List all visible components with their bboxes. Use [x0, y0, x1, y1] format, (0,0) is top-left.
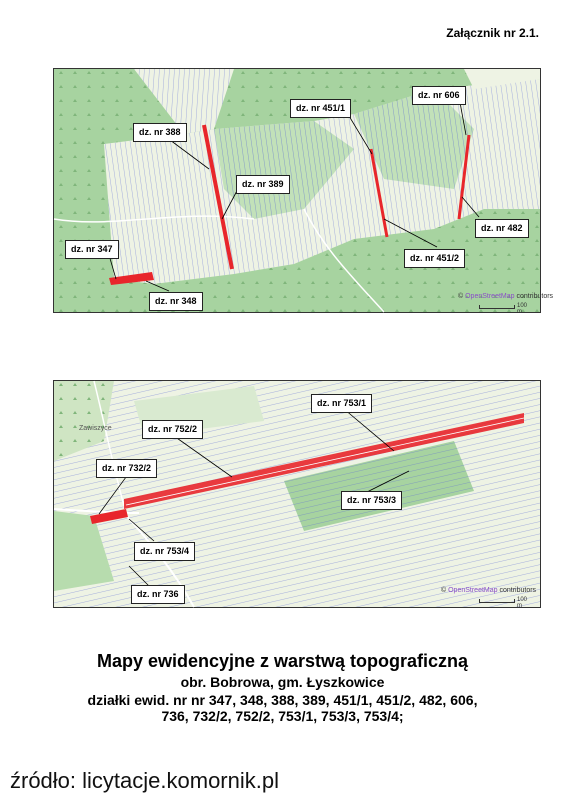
caption-precinct: obr. Bobrowa, gm. Łyszkowice [180, 674, 385, 690]
map-2[interactable]: dz. nr 753/1 dz. nr 752/2 dz. nr 732/2 dz. nr 753/3 dz. nr 753/4 dz. nr 736 Zawiszyce © OpenStreetMap contributors 100 m [53, 380, 541, 608]
label-parcel-736: dz. nr 736 [131, 585, 185, 604]
caption-title: Mapy ewidencyjne z warstwą topograficzną [96, 651, 469, 671]
map-2-canvas [54, 381, 540, 607]
label-parcel-482: dz. nr 482 [475, 219, 529, 238]
label-parcel-347: dz. nr 347 [65, 240, 119, 259]
label-parcel-451-2: dz. nr 451/2 [404, 249, 465, 268]
label-parcel-451-1: dz. nr 451/1 [290, 99, 351, 118]
label-parcel-348: dz. nr 348 [149, 292, 203, 311]
village-name: Zawiszyce [79, 425, 112, 432]
attachment-number: Załącznik nr 2.1. [446, 26, 539, 40]
map-1[interactable]: dz. nr 388 dz. nr 389 dz. nr 451/1 dz. nr 606 dz. nr 482 dz. nr 451/2 dz. nr 347 dz. nr 348 © OpenStreetMap contributors 100 m [53, 68, 541, 313]
label-parcel-752-2: dz. nr 752/2 [142, 420, 203, 439]
source-note: źródło: licytacje.komornik.pl [10, 768, 279, 793]
label-parcel-388: dz. nr 388 [133, 123, 187, 142]
label-parcel-606: dz. nr 606 [412, 86, 466, 105]
osm-attribution[interactable]: © OpenStreetMap contributors [458, 293, 554, 300]
label-parcel-753-1: dz. nr 753/1 [311, 394, 372, 413]
caption-parcels-2: 736, 732/2, 752/2, 753/1, 753/3, 753/4; [161, 708, 404, 724]
label-parcel-732-2: dz. nr 732/2 [96, 459, 157, 478]
label-parcel-753-4: dz. nr 753/4 [134, 542, 195, 561]
caption-parcels-1: działki ewid. nr nr 347, 348, 388, 389, 451/1, 451/2, 482, 606, [87, 692, 478, 708]
osm-attribution-2[interactable]: © OpenStreetMap contributors [441, 587, 537, 594]
label-parcel-389: dz. nr 389 [236, 175, 290, 194]
label-parcel-753-3: dz. nr 753/3 [341, 491, 402, 510]
